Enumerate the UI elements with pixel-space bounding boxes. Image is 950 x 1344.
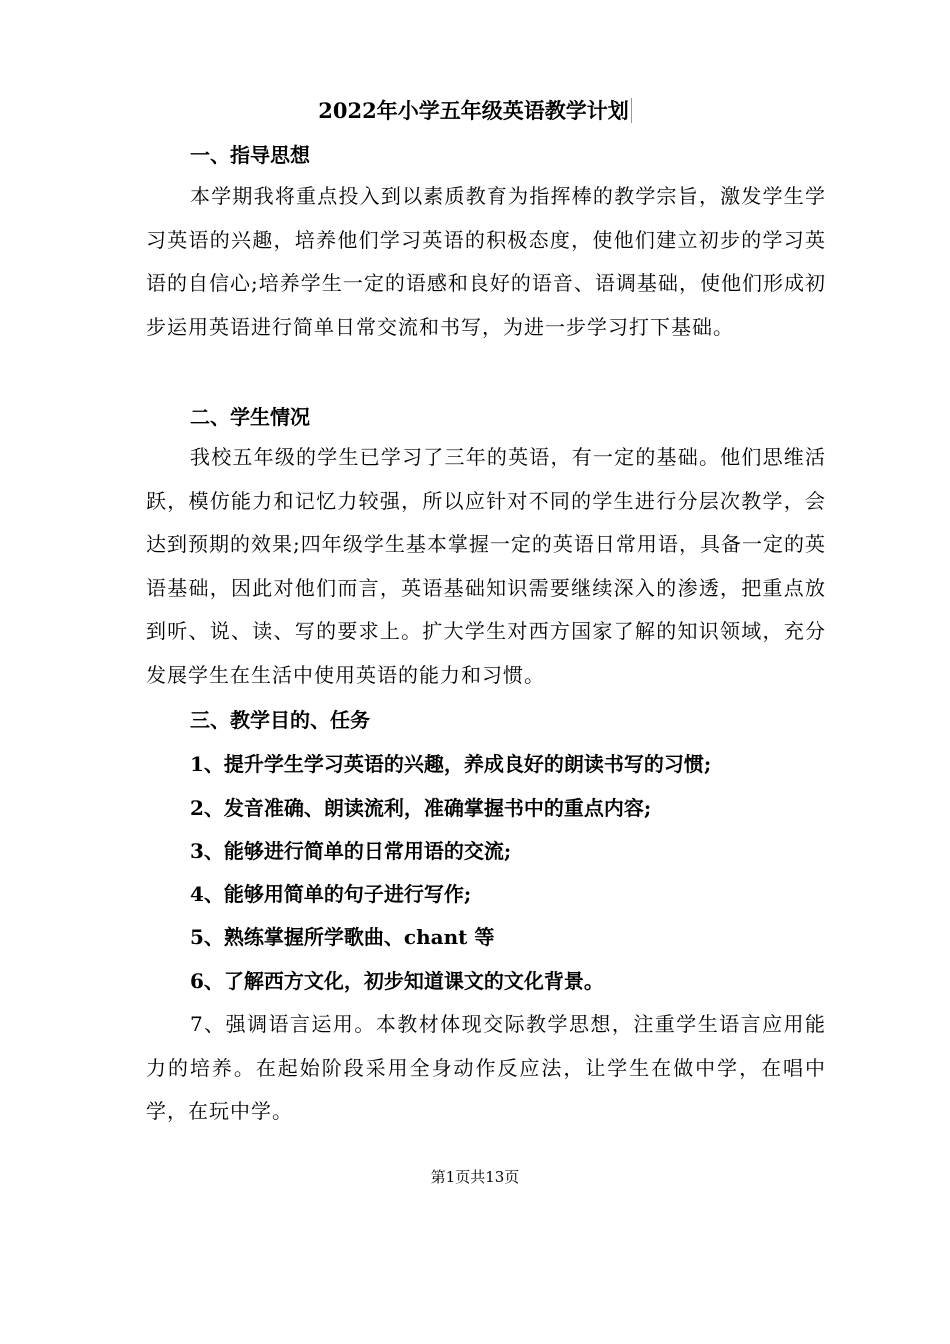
goal-item-1: 1、提升学生学习英语的兴趣，养成良好的朗读书写的习惯; xyxy=(190,752,712,776)
goal-item-7: 7、强调语言运用。本教材体现交际教学思想，注重学生语言应用能力的培养。在起始阶段采用全身动作反应法，让学生在做中学，在唱中学，在玩中学。 xyxy=(146,1012,826,1123)
title-text: 2022年小学五年级英语教学计划 xyxy=(318,98,631,123)
section-heading-guiding-ideology: 一、指导思想 xyxy=(190,143,310,167)
goal-item-6: 6、了解西方文化，初步知道课文的文化背景。 xyxy=(190,969,604,993)
section-heading-student-situation: 二、学生情况 xyxy=(190,405,310,429)
goal-item-5: 5、熟练掌握所学歌曲、chant 等 xyxy=(190,925,495,949)
section-heading-teaching-goals: 三、教学目的、任务 xyxy=(190,708,370,732)
section-body-guiding-ideology: 本学期我将重点投入到以素质教育为指挥棒的教学宗旨，激发学生学习英语的兴趣，培养他们学习英语的积极态度，使他们建立初步的学习英语的自信心;培养学生一定的语感和良好的语音、语调基础，使他们形成初步运用英语进行简单日常交流和书写，为进一步学习打下基础。 xyxy=(146,184,826,339)
page-footer: 第1页共13页 xyxy=(430,1168,520,1186)
section-body-student-situation: 我校五年级的学生已学习了三年的英语，有一定的基础。他们思维活跃，模仿能力和记忆力较强，所以应针对不同的学生进行分层次教学，会达到预期的效果;四年级学生基本掌握一定的英语日常用语，具备一定的英语基础，因此对他们而言，英语基础知识需要继续深入的渗透，把重点放到听、说、读、写的要求上。扩大学生对西方国家了解的知识领域，充分发展学生在生活中使用英语的能力和习惯。 xyxy=(146,445,826,687)
goal-item-4: 4、能够用简单的句子进行写作; xyxy=(190,882,472,906)
goal-item-3: 3、能够进行简单的日常用语的交流; xyxy=(190,839,512,863)
goal-item-2: 2、发音准确、朗读流利，准确掌握书中的重点内容; xyxy=(190,796,652,820)
document-title xyxy=(0,93,950,129)
